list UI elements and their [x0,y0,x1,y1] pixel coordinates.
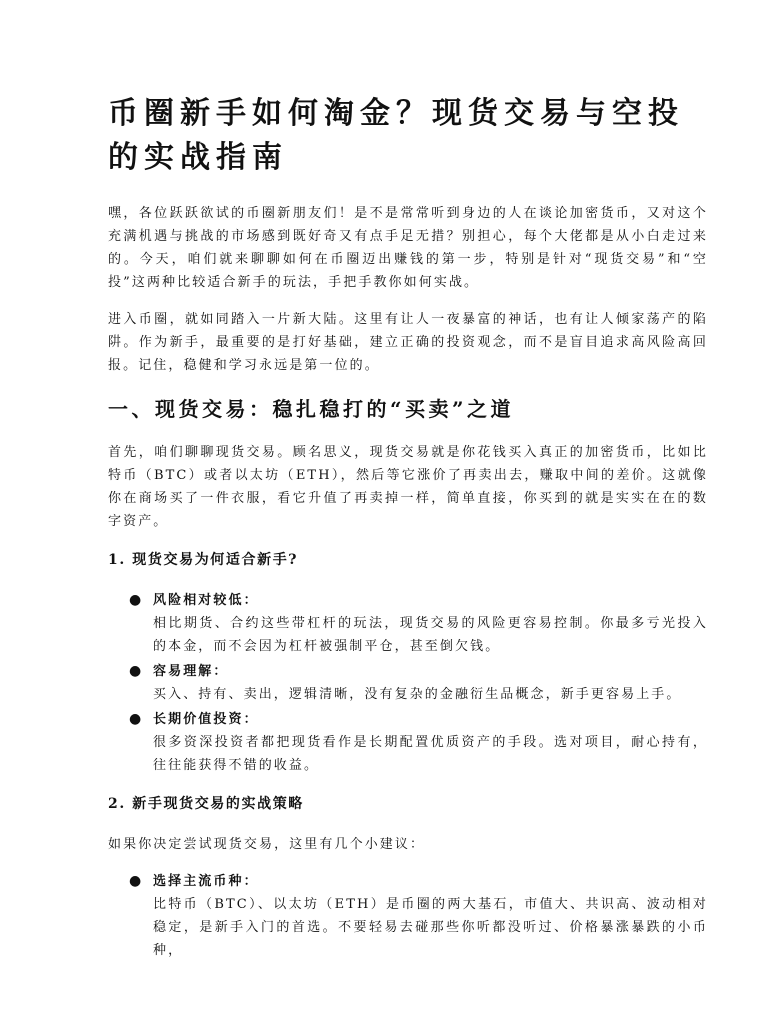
subsection-heading-why-spot: 1. 现货交易为何适合新手? [108,552,299,568]
list-item [129,708,708,777]
bullet-icon: ● [129,711,144,727]
bullet-icon: ● [129,592,144,608]
bullet-icon: ● [129,873,144,889]
list-item [129,870,708,962]
section-heading-spot-trading: 一、现货交易：稳扎稳打的“买卖”之道 [108,397,515,421]
spot-strategy-list [108,870,708,962]
intro-paragraph-2: 进入币圈，就如同踏入一片新大陆。这里有让人一夜暴富的神话，也有让人倾家荡产的陷阱。作为新手，最重要的是打好基础，建立正确的投资观念，而不是盲目追求高风险高回报。记住，稳健和学习永远是第一位的。 [108,312,708,373]
subsection-heading-spot-strategy: 2. 新手现货交易的实战策略 [108,796,304,812]
list-item-term: 选择主流币种： [153,874,259,889]
spot-strategy-intro: 如果你决定尝试现货交易，这里有几个小建议： [108,837,426,852]
list-item-term: 风险相对较低： [153,593,259,608]
page-title: 币圈新手如何淘金？现货交易与空投的实战指南 [108,96,684,175]
list-item-desc: 很多资深投资者都把现货看作是长期配置优质资产的手段。选对项目，耐心持有，往往能获得不错的收益。 [153,735,708,773]
intro-paragraph-1: 嘿，各位跃跃欲试的币圈新朋友们！是不是常常听到身边的人在谈论加密货币，又对这个充满机遇与挑战的市场感到既好奇又有点手足无措？别担心，每个大佬都是从小白走过来的。今天，咱们就来聊聊如何在币圈迈出赚钱的第一步，特别是针对“现货交易”和“空投”这两种比较适合新手的玩法，手把手教你如何实战。 [108,206,708,290]
list-item-term: 长期价值投资： [153,712,259,727]
list-item [129,660,708,706]
list-item-term: 容易理解： [153,664,229,679]
list-item-desc: 买入、持有、卖出，逻辑清晰，没有复杂的金融衍生品概念，新手更容易上手。 [153,687,682,702]
list-item-desc: 比特币（BTC）、以太坊（ETH）是币圈的两大基石，市值大、共识高、波动相对稳定，是新手入门的首选。不要轻易去碰那些你听都没听过、价格暴涨暴跌的小币种， [153,897,708,958]
list-item-desc: 相比期货、合约这些带杠杆的玩法，现货交易的风险更容易控制。你最多亏光投入的本金，而不会因为杠杆被强制平仓，甚至倒欠钱。 [153,616,708,654]
bullet-icon: ● [129,663,144,679]
list-item [129,589,708,658]
why-spot-list [108,589,708,777]
spot-trading-paragraph: 首先，咱们聊聊现货交易。顾名思义，现货交易就是你花钱买入真正的加密货币，比如比特币（BTC）或者以太坊（ETH），然后等它涨价了再卖出去，赚取中间的差价。这就像你在商场买了一件衣服，看它升值了再卖掉一样，简单直接，你买到的就是实实在在的数字资产。 [108,445,708,529]
